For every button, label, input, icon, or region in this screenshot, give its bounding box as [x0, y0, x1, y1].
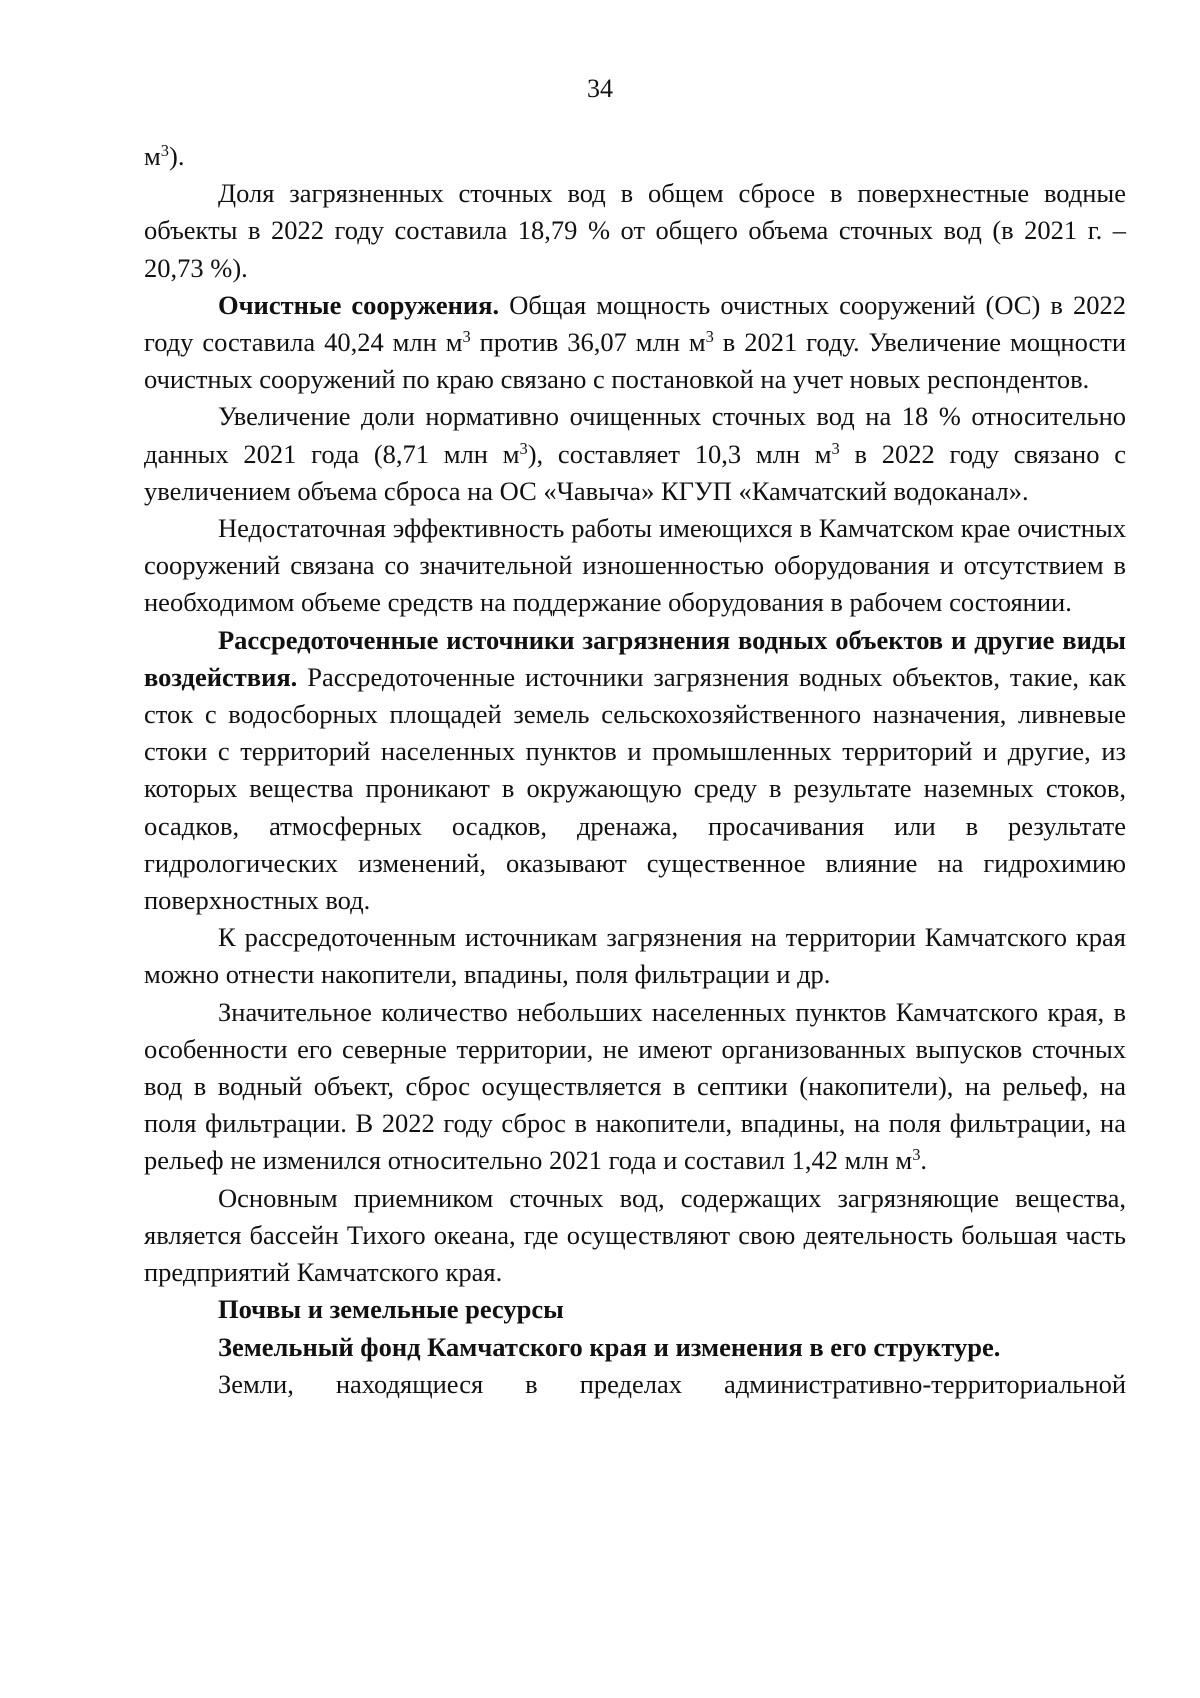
text-run: ). [169, 141, 185, 171]
body-paragraph [144, 510, 1126, 622]
text-run: в 2022 году связано с увеличением объема сброса на ОС «Чавыча» КГУП «Камчатский водоканал». [144, 438, 1127, 506]
body-paragraph [144, 1180, 1126, 1292]
superscript: 3 [160, 140, 169, 160]
text-run: против 36,07 млн м [470, 327, 706, 358]
bold-run: Очистные сооружения. [218, 289, 500, 320]
superscript: 3 [462, 326, 471, 346]
text-run: в 2021 году. Увеличение мощности очистных сооружений по краю связано с постановкой на учет новых респондентов. [144, 327, 1127, 395]
body-paragraph [144, 398, 1126, 510]
text-run: Доля загрязненных сточных вод в общем сбросе в поверхнестные водные объекты в 2022 году составила 18,79 % от общего объема сточных вод (в 2021 г. – 20,73 %). [144, 178, 1126, 283]
text-run: ), составляет 10,3 млн м [527, 438, 832, 469]
section-heading [144, 1291, 1126, 1328]
superscript: 3 [831, 438, 840, 458]
text-run: Земли, находящиеся в пределах административно-территориальной [218, 1368, 1126, 1399]
text-run: Значительное количество небольших населенных пунктов Камчатского края, в особенности его северные территории, не имеют организованных выпусков сточных вод в водный объект, сброс осуществляется в септики (накопители), на рельеф, на поля фильтрации. В 2022 году сброс в накопители, впадины, на поля фильтрации, на рельеф не изменился относительно 2021 года и составил 1,42 млн м [144, 996, 1126, 1176]
text-run: м [144, 141, 161, 171]
body-paragraph [144, 994, 1126, 1180]
text-run: К рассредоточенным источникам загрязнения на территории Камчатского края можно отнести накопители, впадины, поля фильтрации и др. [144, 922, 1126, 990]
text-run: Увеличение доли нормативно очищенных сточных вод на 18 % относительно данных 2021 года (8,71 млн м [144, 401, 1126, 469]
body-paragraph [144, 919, 1126, 993]
superscript: 3 [705, 326, 714, 346]
body-paragraph [144, 138, 1126, 175]
body-paragraph [144, 1366, 1126, 1403]
body-paragraph [144, 287, 1126, 399]
body-paragraph [144, 175, 1126, 287]
superscript: 3 [912, 1145, 921, 1165]
page-number: 34 [587, 74, 613, 103]
text-run: Рассредоточенные источники загрязнения водных объектов, такие, как сток с водосборных площадей земель сельскохозяйственного назначения, ливневые стоки с территорий населенных пунктов и промышленных территорий и другие, из которых вещества проникают в окружающую среду в результате наземных стоков, осадков, атмосферных осадков, дренажа, просачивания или в результате гидрологических изменений, оказывают существенное влияние на гидрохимию поверхностных вод. [144, 661, 1126, 916]
text-run: . [920, 1145, 928, 1176]
body-paragraph [144, 622, 1126, 920]
text-run: Основным приемником сточных вод, содержащих загрязняющие вещества, является бассейн Тихого океана, где осуществляют свою деятельность большая часть предприятий Камчатского края. [144, 1182, 1126, 1288]
text-run: Почвы и земельные ресурсы [218, 1294, 564, 1325]
section-heading [144, 1329, 1126, 1366]
text-run: Земельный фонд Камчатского края и изменения в его структуре. [218, 1331, 1001, 1362]
bold-run: Рассредоточенные источники загрязнения водных объектов и другие виды воздействия. [144, 624, 1126, 692]
document-body [144, 138, 1126, 1403]
text-run: Недостаточная эффективность работы имеющихся в Камчатском крае очистных сооружений связана со значительной изношенностью оборудования и отсутствием в необходимом объеме средств на поддержание оборудования в рабочем состоянии. [144, 513, 1126, 618]
superscript: 3 [519, 438, 528, 458]
text-run: Общая мощность очистных сооружений (ОС) в 2022 году составила 40,24 млн м [144, 289, 1126, 358]
